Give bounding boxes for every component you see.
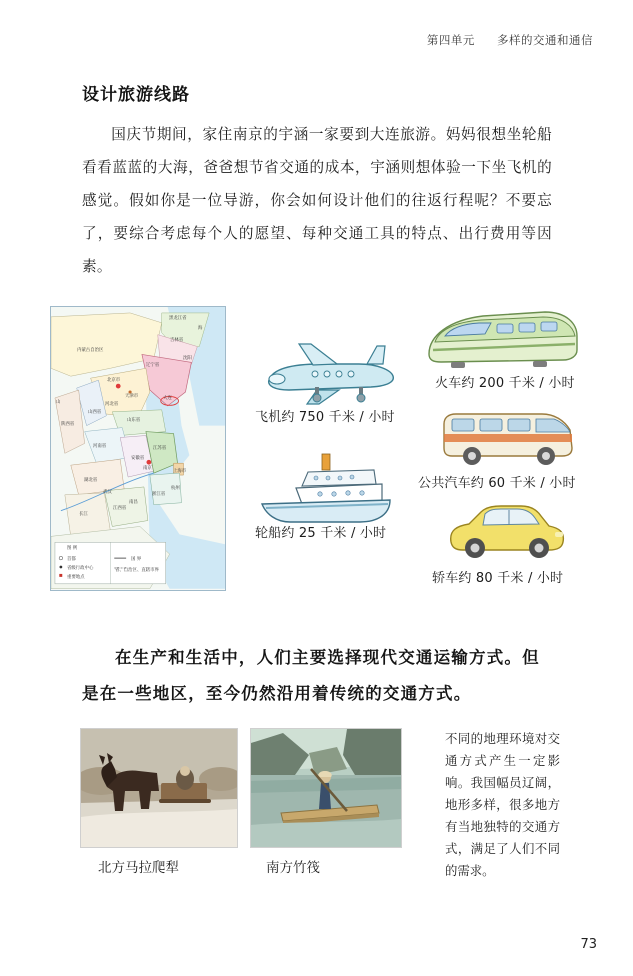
map-label: 山 bbox=[56, 400, 61, 405]
bus-icon bbox=[438, 408, 576, 472]
map-label: 南昌 bbox=[129, 500, 138, 505]
ship-illustration bbox=[250, 448, 400, 532]
map-label: 山东省 bbox=[127, 418, 141, 423]
car-icon bbox=[445, 502, 569, 562]
bamboo-raft-photo bbox=[250, 728, 402, 848]
map-label: 杭州 bbox=[171, 486, 180, 491]
map-legend-item: 省、自治区、直辖市界 bbox=[115, 568, 159, 573]
train-illustration bbox=[425, 306, 581, 378]
map-label: 安徽省 bbox=[131, 456, 145, 461]
map-legend-item: 国 界 bbox=[131, 557, 142, 562]
intro-paragraph: 国庆节期间，家住南京的宇涵一家要到大连旅游。妈妈很想坐轮船看看蓝蓝的大海，爸爸想节省交通的成本，宇涵则想体验一下坐飞机的感觉。假如你是一位导游，你会如何设计他们的往返行程呢？不要忘了，要综合考虑每个人的愿望、每种交通工具的特点、出行费用等因素。 bbox=[82, 126, 552, 275]
header-topic: 多样的交通和通信 bbox=[497, 33, 593, 47]
map-label: 黑龙江省 bbox=[169, 316, 187, 321]
map-label: 大连 bbox=[163, 396, 172, 401]
bus-caption: 公共汽车约 60 千米 / 小时 bbox=[418, 476, 576, 491]
plane-icon bbox=[255, 338, 405, 410]
page-number: 73 bbox=[580, 937, 597, 952]
horse-sled-photo bbox=[80, 728, 238, 848]
body-text-traditional-transport: 在生产和生活中，人们主要选择现代交通运输方式。但是在一些地区，至今仍然沿用着传统的交通方式。 bbox=[82, 648, 540, 703]
plane-caption: 飞机约 750 千米 / 小时 bbox=[255, 410, 395, 425]
map-label: 内蒙古自治区 bbox=[77, 348, 104, 353]
car-illustration bbox=[445, 502, 569, 566]
ship-icon bbox=[250, 448, 400, 528]
transport-figure bbox=[50, 300, 590, 600]
map-legend-title: 图 例 bbox=[67, 546, 78, 551]
map-label: 天津市 bbox=[125, 394, 139, 399]
map-label: 河南省 bbox=[93, 444, 107, 449]
map-label: 山西省 bbox=[88, 410, 102, 415]
horse-sled-caption: 北方马拉爬犁 bbox=[98, 860, 179, 876]
map-label: 南京 bbox=[143, 466, 152, 471]
ship-caption: 轮船约 25 千米 / 小时 bbox=[255, 526, 387, 541]
map-legend-item: 首都 bbox=[67, 557, 76, 562]
map-label-layer bbox=[51, 307, 225, 590]
map-label: 江苏省 bbox=[153, 446, 167, 451]
train-caption: 火车约 200 千米 / 小时 bbox=[435, 376, 575, 391]
horse-sled-image bbox=[81, 729, 237, 847]
side-note-text: 不同的地理环境对交通方式产生一定影响。我国幅员辽阔，地形多样，很多地方有当地独特的交通方式，满足了人们不同的需求。 bbox=[445, 731, 560, 878]
train-icon bbox=[425, 306, 581, 374]
bus-illustration bbox=[438, 408, 576, 476]
running-header bbox=[0, 32, 593, 48]
bamboo-raft-image bbox=[251, 729, 401, 847]
map-label: 上海市 bbox=[173, 469, 187, 474]
car-caption: 轿车约 80 千米 / 小时 bbox=[432, 571, 564, 586]
map-label: 武汉 bbox=[103, 490, 112, 495]
plane-illustration bbox=[255, 338, 405, 414]
page-title: 设计旅游线路 bbox=[82, 85, 190, 105]
bamboo-raft-caption: 南方竹筏 bbox=[266, 860, 320, 876]
map-label: 北京市 bbox=[107, 378, 121, 383]
map-label: 江西省 bbox=[113, 506, 127, 511]
map-label: 长江 bbox=[79, 512, 88, 517]
map-label: 湖北省 bbox=[84, 478, 98, 483]
map-label: 沈阳 bbox=[183, 356, 192, 361]
map-label: 浙江省 bbox=[152, 492, 166, 497]
header-unit: 第四单元 bbox=[426, 33, 475, 47]
map-label: 陕西省 bbox=[61, 422, 75, 427]
map-label: 河北省 bbox=[105, 402, 119, 407]
map-legend-item: 省级行政中心 bbox=[67, 566, 94, 571]
map-label: 海 bbox=[198, 326, 203, 331]
photo-row bbox=[80, 728, 560, 898]
map-legend-item: 重要地点 bbox=[67, 575, 85, 580]
china-east-map bbox=[50, 306, 226, 591]
map-label: 吉林省 bbox=[170, 338, 184, 343]
map-label: 辽宁省 bbox=[146, 363, 160, 368]
